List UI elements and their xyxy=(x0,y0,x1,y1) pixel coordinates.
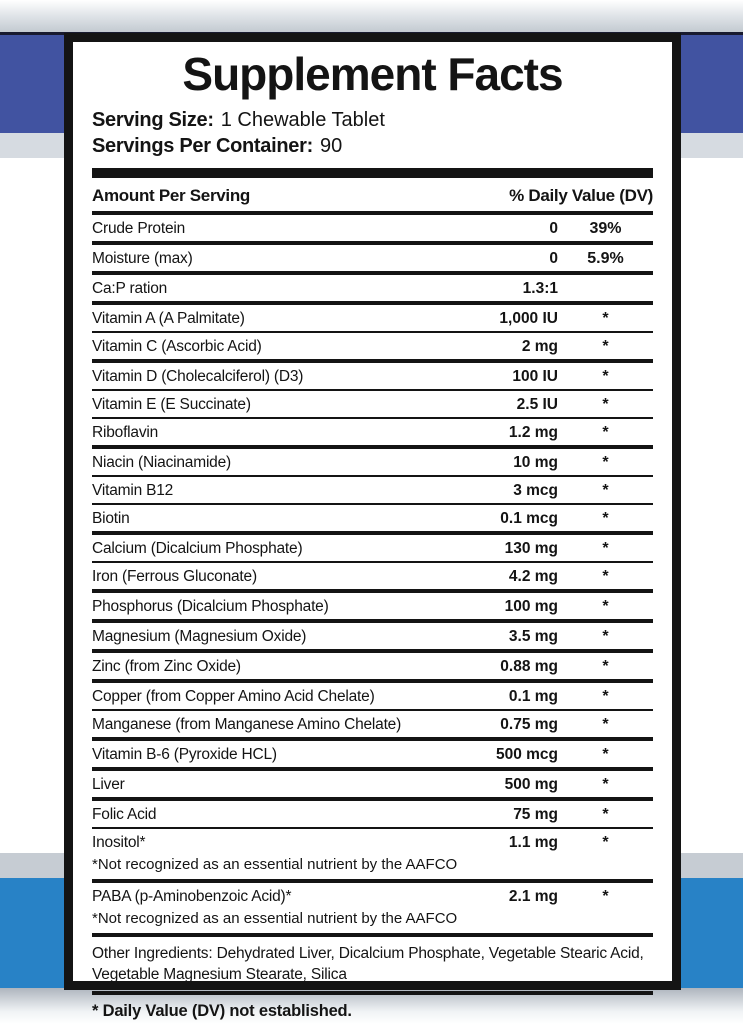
nutrient-amount: 0 xyxy=(549,250,558,267)
table-row xyxy=(92,419,653,449)
nutrient-dv: * xyxy=(602,806,609,823)
table-row xyxy=(92,593,653,623)
nutrient-dv: * xyxy=(602,746,609,763)
nutrient-dv: 5.9% xyxy=(587,250,624,267)
nutrient-amount: 1.2 mg xyxy=(508,424,558,441)
servings-per-container-value: 90 xyxy=(319,135,343,157)
supplement-facts-panel xyxy=(64,33,681,1020)
top-silver-strip xyxy=(0,0,743,32)
table-row xyxy=(92,305,653,333)
nutrient-amount: 2 mg xyxy=(521,338,558,355)
table-row xyxy=(92,333,653,363)
nutrient-dv: * xyxy=(602,598,609,615)
table-row xyxy=(92,391,653,419)
table-row xyxy=(92,801,653,829)
table-row xyxy=(92,215,653,245)
nutrient-footnote: *Not recognized as an essential nutrient by the AAFCO xyxy=(92,910,458,927)
nutrient-name: PABA (p-Aminobenzoic Acid)* xyxy=(92,888,292,905)
nutrient-dv: * xyxy=(602,396,609,413)
nutrient-amount: 3 mcg xyxy=(513,482,558,499)
nutrient-table xyxy=(92,215,653,937)
nutrient-dv: * xyxy=(602,834,609,851)
nutrient-name: Liver xyxy=(92,776,125,793)
nutrient-name: Folic Acid xyxy=(92,806,157,823)
nutrient-dv: * xyxy=(602,310,609,327)
nutrient-dv: * xyxy=(602,568,609,585)
nutrient-amount: 500 mcg xyxy=(495,746,558,763)
nutrient-name: Crude Protein xyxy=(92,220,186,237)
nutrient-amount: 10 mg xyxy=(513,454,558,471)
table-row xyxy=(92,741,653,771)
serving-size-label: Serving Size: xyxy=(92,109,214,131)
nutrient-amount: 4.2 mg xyxy=(508,568,558,585)
serving-size-line xyxy=(92,107,653,133)
amount-per-serving-header: Amount Per Serving xyxy=(92,186,251,205)
nutrient-name: Vitamin B12 xyxy=(92,482,174,499)
table-row xyxy=(92,711,653,741)
nutrient-amount: 100 mg xyxy=(504,598,558,615)
table-row xyxy=(92,683,653,711)
nutrient-dv: * xyxy=(602,658,609,675)
other-ingredients: Other Ingredients: Dehydrated Liver, Dicalcium Phosphate, Vegetable Stearic Acid, Vegetable Magnesium Stearate, Silica xyxy=(92,937,653,995)
nutrient-dv: * xyxy=(602,454,609,471)
nutrient-name: Vitamin B-6 (Pyroxide HCL) xyxy=(92,746,277,763)
nutrient-amount: 0.75 mg xyxy=(500,716,558,733)
nutrient-name: Copper (from Copper Amino Acid Chelate) xyxy=(92,688,375,705)
nutrient-name: Vitamin E (E Succinate) xyxy=(92,396,251,413)
nutrient-amount: 2.5 IU xyxy=(516,396,558,413)
nutrient-name: Magnesium (Magnesium Oxide) xyxy=(92,628,307,645)
table-row xyxy=(92,535,653,563)
nutrient-name: Vitamin D (Cholecalciferol) (D3) xyxy=(92,368,304,385)
table-row xyxy=(92,653,653,683)
nutrient-dv: * xyxy=(602,716,609,733)
nutrient-dv: * xyxy=(602,482,609,499)
nutrient-name: Phosphorus (Dicalcium Phosphate) xyxy=(92,598,329,615)
nutrient-dv: * xyxy=(602,368,609,385)
serving-size-value: 1 Chewable Tablet xyxy=(220,109,385,131)
table-row xyxy=(92,449,653,477)
table-row xyxy=(92,883,653,937)
nutrient-amount: 1.1 mg xyxy=(508,834,558,851)
nutrient-amount: 0.1 mg xyxy=(508,688,558,705)
servings-per-container-label: Servings Per Container: xyxy=(92,135,313,157)
nutrient-amount: 1,000 IU xyxy=(499,310,558,327)
panel-title: Supplement Facts xyxy=(182,48,563,100)
table-row xyxy=(92,477,653,505)
nutrient-name: Riboflavin xyxy=(92,424,159,441)
nutrient-footnote: *Not recognized as an essential nutrient by the AAFCO xyxy=(92,856,458,873)
nutrient-name: Niacin (Niacinamide) xyxy=(92,454,231,471)
nutrient-name: Manganese (from Manganese Amino Chelate) xyxy=(92,716,402,733)
thick-divider xyxy=(92,168,653,178)
nutrient-name: Iron (Ferrous Gluconate) xyxy=(92,568,257,585)
nutrient-amount: 100 IU xyxy=(512,368,558,385)
table-row xyxy=(92,245,653,275)
nutrient-dv: * xyxy=(602,776,609,793)
nutrient-amount: 3.5 mg xyxy=(508,628,558,645)
table-row xyxy=(92,275,653,305)
nutrient-name: Ca:P ration xyxy=(92,280,168,297)
table-row xyxy=(92,771,653,801)
nutrient-amount: 0.88 mg xyxy=(500,658,558,675)
nutrient-dv: * xyxy=(602,424,609,441)
nutrient-dv: * xyxy=(602,888,609,905)
table-row xyxy=(92,829,653,883)
nutrient-amount: 0.1 mcg xyxy=(500,510,558,527)
nutrient-name: Biotin xyxy=(92,510,130,527)
nutrient-amount: 2.1 mg xyxy=(508,888,558,905)
table-header xyxy=(92,178,653,215)
nutrient-dv: * xyxy=(602,688,609,705)
nutrient-amount: 500 mg xyxy=(504,776,558,793)
nutrient-amount: 0 xyxy=(549,220,558,237)
table-row xyxy=(92,563,653,593)
nutrient-dv: * xyxy=(602,540,609,557)
daily-value-header: % Daily Value (DV) xyxy=(509,186,653,205)
nutrient-name: Vitamin A (A Palmitate) xyxy=(92,310,245,327)
serving-info xyxy=(92,107,653,159)
nutrient-dv: * xyxy=(602,510,609,527)
nutrient-dv: 39% xyxy=(589,220,622,237)
nutrient-name: Vitamin C (Ascorbic Acid) xyxy=(92,338,262,355)
table-row xyxy=(92,363,653,391)
nutrient-name: Moisture (max) xyxy=(92,250,193,267)
nutrient-amount: 75 mg xyxy=(513,806,558,823)
nutrient-name: Zinc (from Zinc Oxide) xyxy=(92,658,241,675)
nutrient-amount: 1.3:1 xyxy=(522,280,558,297)
nutrient-name: Calcium (Dicalcium Phosphate) xyxy=(92,540,303,557)
servings-per-container-line xyxy=(92,133,653,159)
nutrient-amount: 130 mg xyxy=(504,540,558,557)
table-row xyxy=(92,623,653,653)
nutrient-dv: * xyxy=(602,338,609,355)
dv-not-established-note: * Daily Value (DV) not established. xyxy=(92,1002,352,1020)
nutrient-dv: * xyxy=(602,628,609,645)
table-row xyxy=(92,505,653,535)
nutrient-name: Inositol* xyxy=(92,834,146,851)
